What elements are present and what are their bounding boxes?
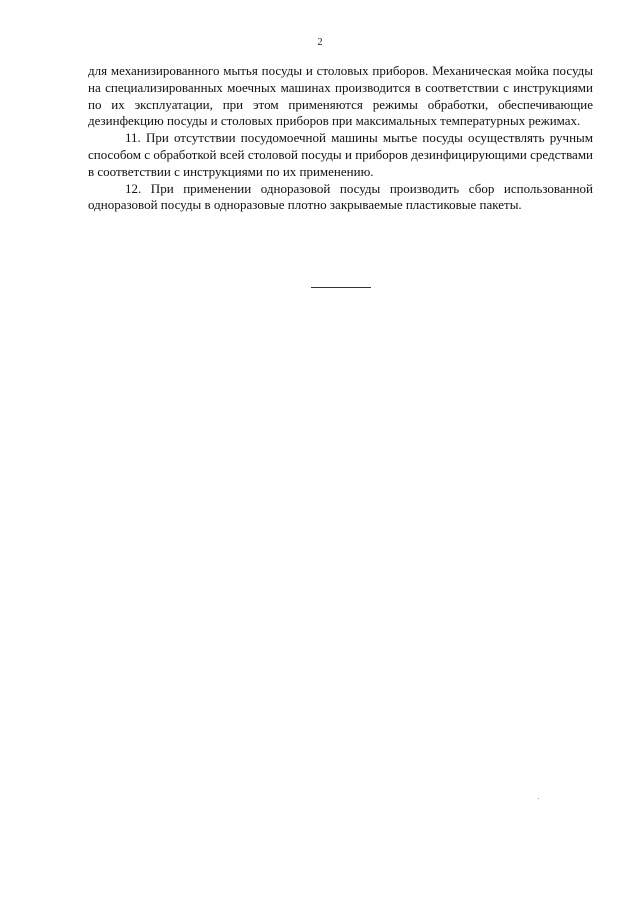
paragraph-continuation: для механизированного мытья посуды и столовых приборов. Механическая мойка посуды на специализированных моечных машинах производится в соответствии с инструкциями по их эксплуатации, при этом применяются режимы обработки, обеспечивающие дезинфекцию посуды и столовых приборов при максимальных температурных режимах. xyxy=(88,63,593,129)
page-number: 2 xyxy=(317,37,323,48)
end-of-document-rule xyxy=(311,287,371,288)
paragraph-item-12: 12. При применении одноразовой посуды производить сбор использованной одноразовой посуды в одноразовые плотно закрываемые пластиковые пакеты. xyxy=(88,180,593,213)
paragraph-item-11: 11. При отсутствии посудомоечной машины мытье посуды осуществлять ручным способом с обработкой всей столовой посуды и приборов дезинфицирующими средствами в соответствии с инструкциями по их применению. xyxy=(88,130,593,179)
scan-artifact-dot xyxy=(538,798,539,799)
document-body xyxy=(88,63,593,214)
